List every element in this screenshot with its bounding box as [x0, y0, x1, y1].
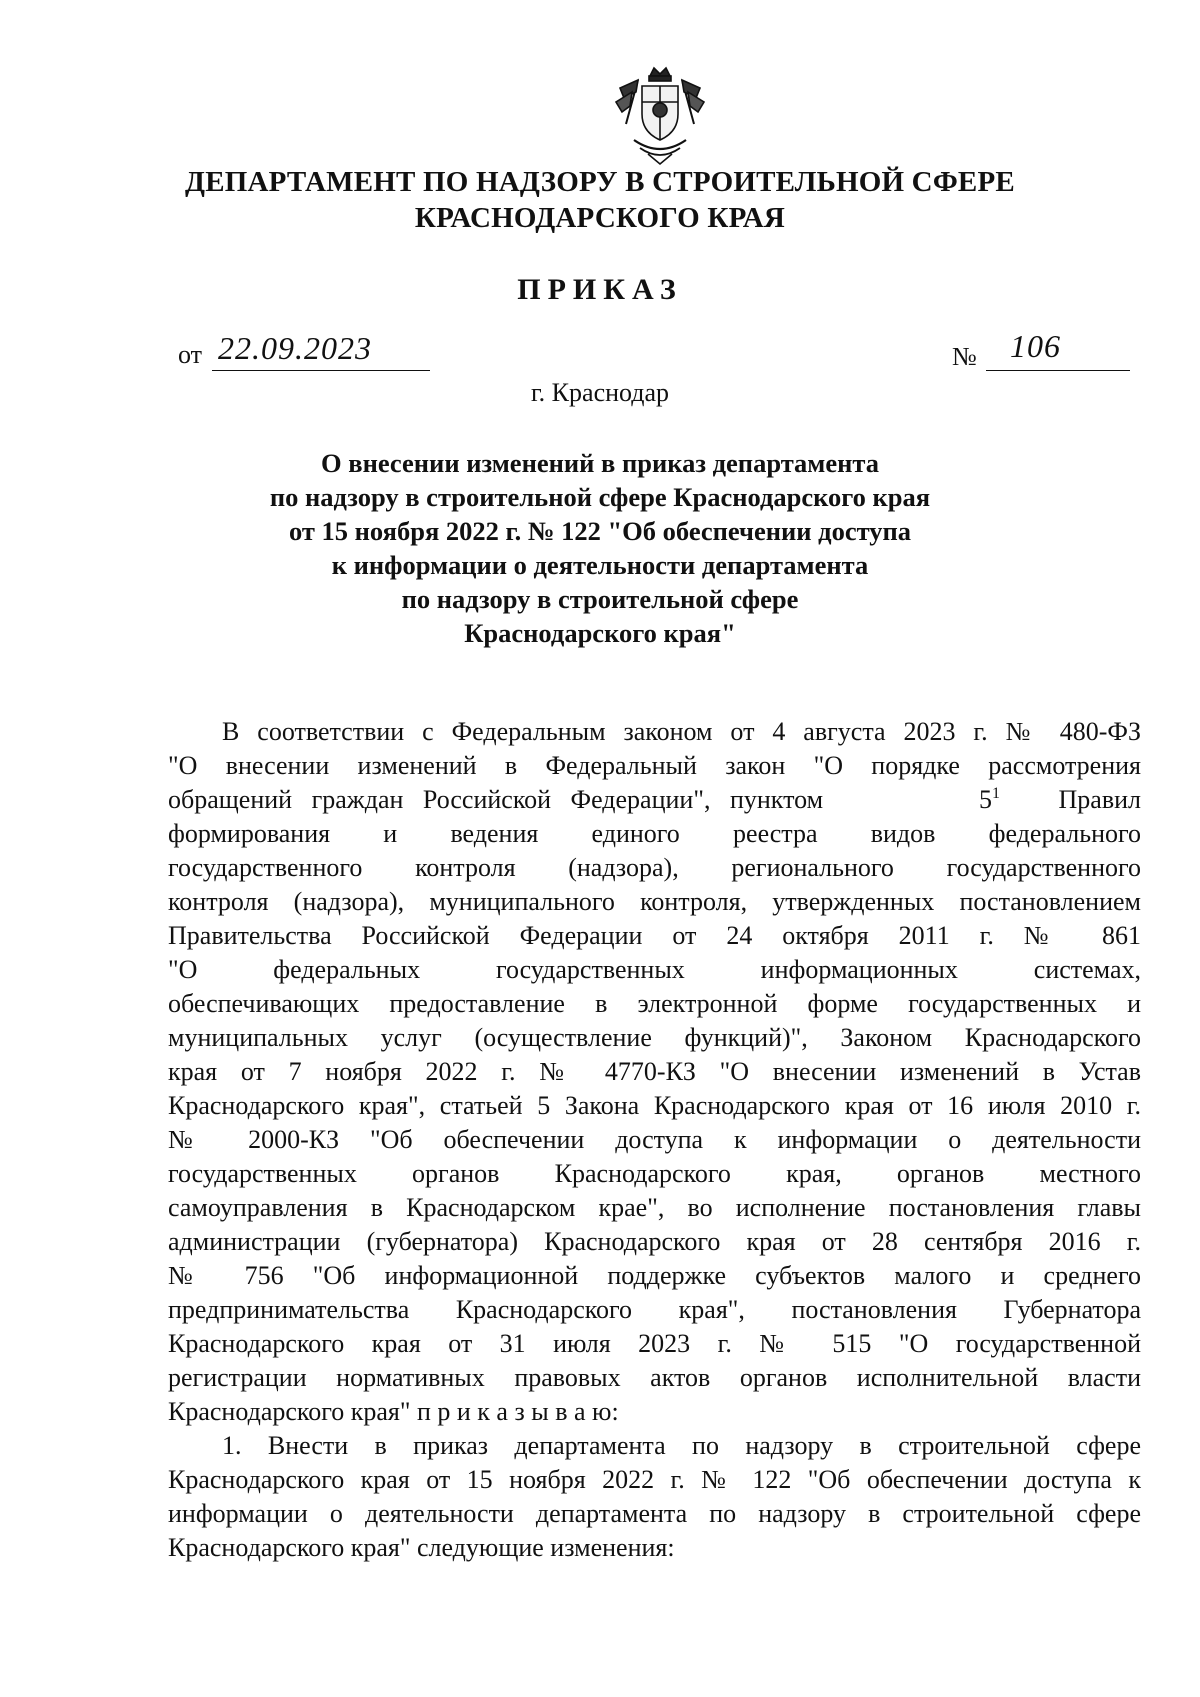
- number-prefix: №: [952, 342, 977, 371]
- body-line: края от 7 ноября 2022 г. № 4770-КЗ "О внесении изменений в Устав: [168, 1057, 1141, 1086]
- department-name-line-1: ДЕПАРТАМЕНТ ПО НАДЗОРУ В СТРОИТЕЛЬНОЙ СФЕРЕ: [185, 166, 1015, 198]
- city: г. Краснодар: [530, 378, 670, 407]
- body-line: "О внесении изменений в Федеральный закон "О порядке рассмотрения: [168, 751, 1141, 780]
- body-line: В соответствии с Федеральным законом от 4 августа 2023 г. № 480-ФЗ: [222, 717, 1141, 746]
- title-line: к информации о деятельности департамента: [331, 550, 869, 580]
- title-line: по надзору в строительной сфере Краснодарского края: [269, 482, 931, 512]
- body-line: Краснодарского края" п р и к а з ы в а ю:: [168, 1397, 619, 1426]
- body-line: Краснодарского края", статьей 5 Закона Краснодарского края от 16 июля 2010 г.: [168, 1091, 1141, 1120]
- body-line: регистрации нормативных правовых актов органов исполнительной власти: [168, 1363, 1141, 1392]
- body-line: обеспечивающих предоставление в электронной форме государственных и: [168, 989, 1141, 1018]
- clause-1-line: информации о деятельности департамента по надзору в строительной сфере: [168, 1499, 1141, 1528]
- clause-1-line: Краснодарского края" следующие изменения:: [168, 1533, 675, 1562]
- date-prefix: от: [178, 340, 203, 369]
- clause-1-line: Краснодарского края от 15 ноября 2022 г. № 122 "Об обеспечении доступа к: [168, 1465, 1141, 1494]
- clause-1-line: 1. Внести в приказ департамента по надзору в строительной сфере: [222, 1431, 1141, 1460]
- title-line: Краснодарского края": [464, 618, 736, 648]
- body-line-text: обращений граждан Российской Федерации", пунктом: [168, 785, 824, 814]
- body-line: № 756 "Об информационной поддержке субъектов малого и среднего: [168, 1261, 1141, 1290]
- handwritten-date: 22.09.2023: [218, 330, 372, 366]
- handwritten-number: 106: [1010, 328, 1061, 364]
- body-line: муниципальных услуг (осуществление функций)", Законом Краснодарского: [168, 1023, 1141, 1052]
- body-line: "О федеральных государственных информационных системах,: [168, 955, 1141, 984]
- body-line: контроля (надзора), муниципального контроля, утвержденных постановлением: [168, 887, 1141, 916]
- body-line: государственных органов Краснодарского края, органов местного: [168, 1159, 1141, 1188]
- body-line: Краснодарского края от 31 июля 2023 г. № 515 "О государственной: [168, 1329, 1141, 1358]
- clause-superscript: 1: [992, 785, 1001, 802]
- body-line-with-clause: [168, 784, 1141, 816]
- coat-of-arms-emblem: [612, 62, 708, 166]
- body-line: предпринимательства Краснодарского края", постановления Губернатора: [168, 1295, 1141, 1324]
- body-line: формирования и ведения единого реестра видов федерального: [168, 819, 1141, 848]
- document-type: ПРИКАЗ: [517, 273, 683, 306]
- title-line: от 15 ноября 2022 г. № 122 "Об обеспечении доступа: [288, 516, 912, 546]
- clause-tail: Правил: [1058, 785, 1142, 814]
- body-line: № 2000-КЗ "Об обеспечении доступа к информации о деятельности: [168, 1125, 1141, 1154]
- number-underline: [986, 370, 1130, 371]
- body-line: государственного контроля (надзора), регионального государственного: [168, 853, 1141, 882]
- title-line: О внесении изменений в приказ департамента: [321, 448, 879, 478]
- body-line: администрации (губернатора) Краснодарского края от 28 сентября 2016 г.: [168, 1227, 1141, 1256]
- body-line: Правительства Российской Федерации от 24 октября 2011 г. № 861: [168, 921, 1141, 950]
- department-name-line-2: КРАСНОДАРСКОГО КРАЯ: [414, 202, 786, 234]
- title-line: по надзору в строительной сфере: [401, 584, 799, 614]
- date-underline: [212, 370, 430, 371]
- body-line: самоуправления в Краснодарском крае", во исполнение постановления главы: [168, 1193, 1141, 1222]
- clause-number: 5: [979, 785, 993, 814]
